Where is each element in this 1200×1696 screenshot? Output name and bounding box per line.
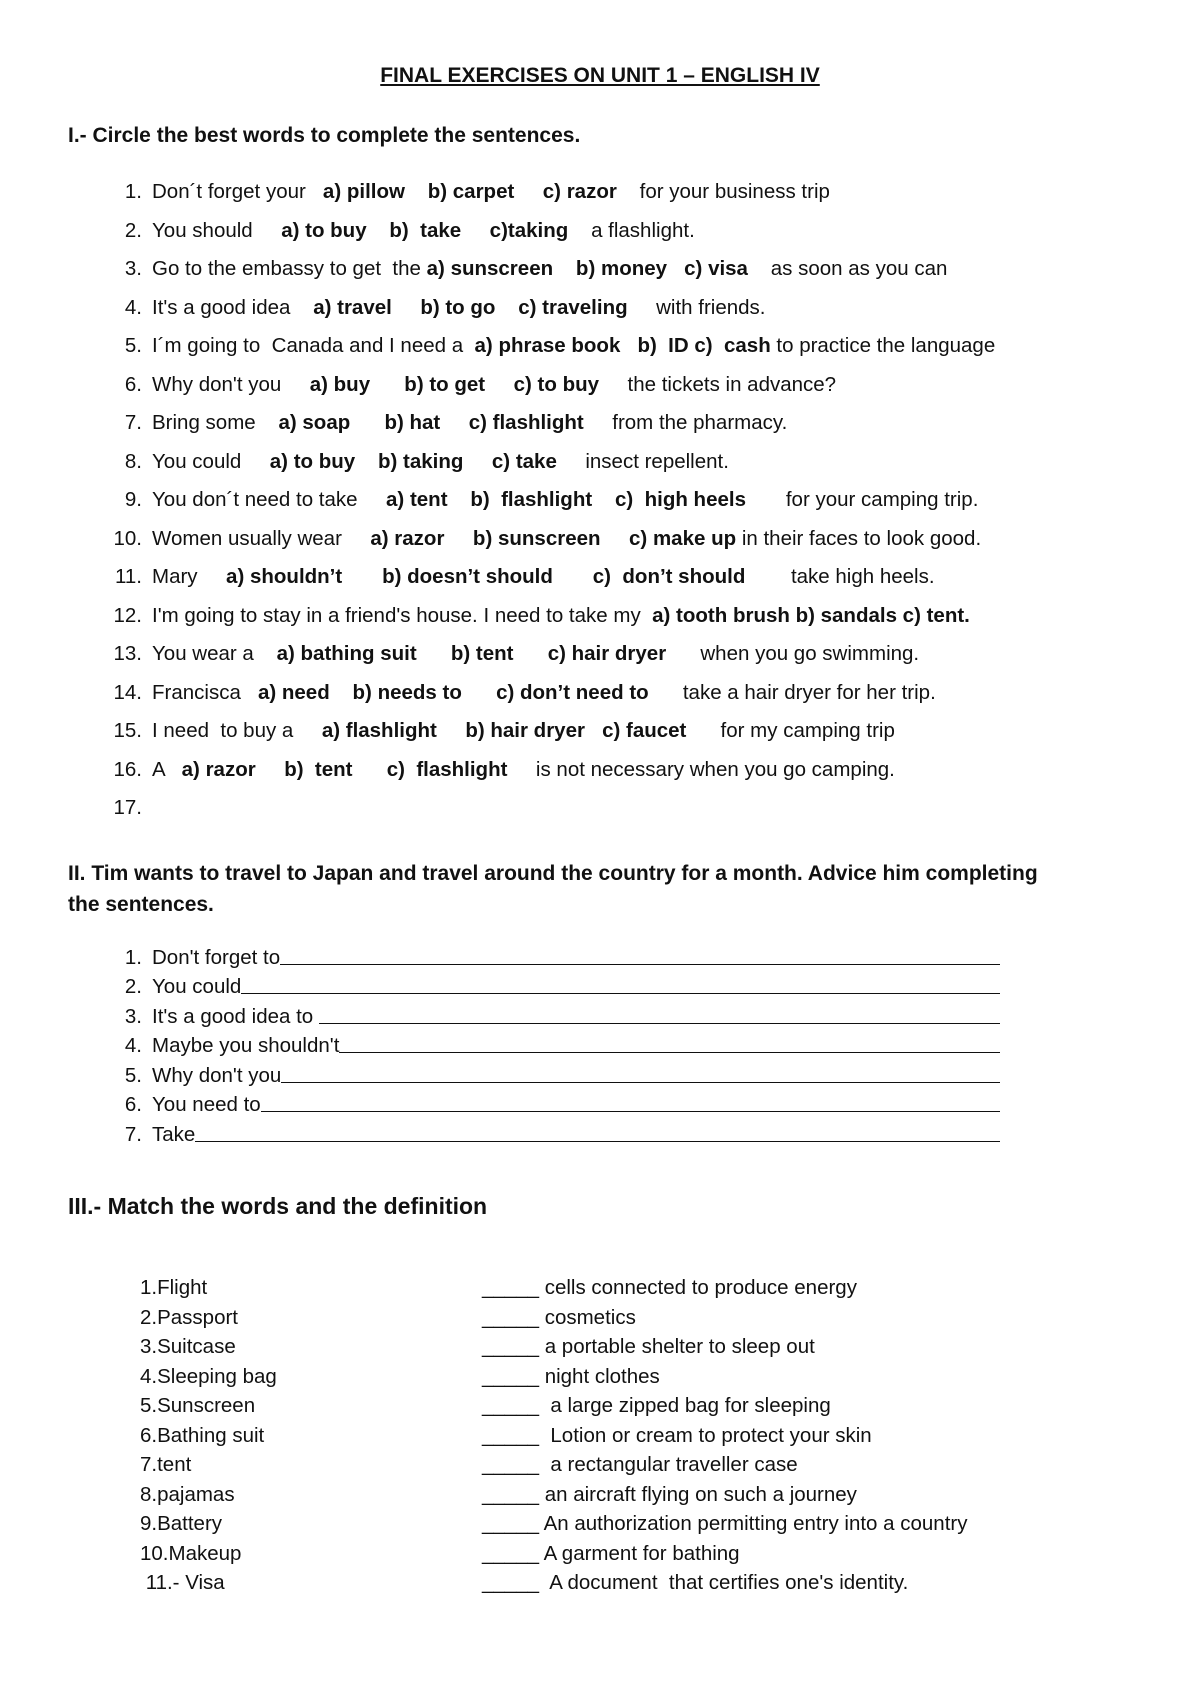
match-row	[140, 1542, 1040, 1572]
question-number: 7.	[124, 411, 142, 434]
question-text	[152, 719, 895, 758]
sentence-fragment: Bring some	[152, 411, 279, 434]
sentence-fragment	[437, 719, 465, 742]
question-text	[152, 334, 995, 373]
answer-option[interactable]: a) phrase book	[474, 334, 621, 357]
answer-option[interactable]: c) razor	[542, 180, 617, 203]
question-text	[152, 296, 765, 335]
match-definition[interactable]: _____ night clothes	[482, 1364, 660, 1388]
answer-option[interactable]: c) take	[491, 449, 557, 473]
match-word: 4.Sleeping bag	[140, 1364, 277, 1388]
question-text	[152, 642, 919, 681]
sentence-fragment	[353, 758, 387, 781]
match-definition[interactable]: _____ An authorization permitting entry into a country	[482, 1512, 968, 1535]
advice-row	[100, 970, 1000, 1000]
sentence-fragment: You could	[152, 449, 270, 473]
advice-number: 2.	[124, 975, 142, 998]
sentence-fragment	[461, 219, 489, 242]
sentence-fragment	[392, 296, 420, 319]
answer-option[interactable]: a) bathing suit	[276, 642, 417, 665]
sentence-fragment	[485, 373, 513, 396]
sentence-fragment: A	[152, 757, 182, 781]
answer-option[interactable]: a) to buy	[281, 218, 367, 242]
answer-option[interactable]: c) visa	[684, 257, 748, 280]
answer-blank-line[interactable]	[241, 993, 1000, 994]
question-row	[100, 373, 1180, 412]
question-row	[100, 257, 1180, 296]
sentence-fragment: I'm going to stay in a friend's house. I need to take my	[152, 603, 653, 627]
advice-row	[100, 999, 1000, 1029]
answer-blank-line[interactable]	[339, 1052, 1000, 1053]
answer-blank-line[interactable]	[195, 1141, 1000, 1142]
sentence-fragment: to practice the language	[770, 334, 996, 357]
advice-number: 6.	[124, 1093, 142, 1116]
match-word: 11.- Visa	[140, 1571, 225, 1594]
advice-row	[100, 1058, 1000, 1088]
sentence-fragment: You wear a	[152, 642, 277, 665]
match-word: 5.Sunscreen	[140, 1394, 256, 1417]
advice-prompt: Don't forget to	[152, 945, 281, 969]
sentence-fragment	[601, 527, 629, 550]
sentence-fragment	[667, 257, 684, 280]
question-row	[100, 180, 1180, 219]
question-number: 1.	[124, 180, 142, 203]
sentence-fragment: for your business trip	[616, 180, 830, 203]
question-text	[152, 488, 978, 527]
answer-blank-line[interactable]	[319, 1023, 1000, 1024]
sentence-fragment	[553, 257, 576, 280]
question-text	[152, 219, 695, 258]
answer-blank-line[interactable]	[281, 1082, 1000, 1083]
question-text	[152, 565, 935, 604]
match-definition[interactable]: _____ Lotion or cream to protect your skin	[482, 1423, 872, 1447]
answer-option[interactable]: b) flashlight	[470, 488, 593, 511]
question-number: 3.	[124, 257, 142, 280]
answer-option[interactable]: b) take	[389, 218, 462, 242]
answer-option[interactable]: b) carpet	[427, 180, 515, 203]
advice-number: 5.	[124, 1063, 142, 1087]
sentence-fragment	[514, 642, 548, 665]
sentence-fragment	[448, 488, 471, 511]
match-row	[140, 1335, 1040, 1365]
match-definition[interactable]: _____ cells connected to produce energy	[482, 1276, 857, 1299]
answer-option[interactable]: a) travel	[313, 295, 392, 319]
sentence-fragment	[462, 681, 496, 704]
question-row	[100, 296, 1180, 335]
sentence-fragment: insect repellent.	[556, 449, 729, 473]
answer-option[interactable]: c) faucet	[602, 719, 687, 742]
sentence-fragment: a flashlight.	[568, 218, 695, 242]
question-text	[152, 180, 830, 219]
sentence-fragment	[330, 681, 353, 704]
advice-prompt: You need to	[152, 1093, 261, 1116]
sentence-fragment	[444, 527, 472, 550]
advice-row	[100, 1117, 1000, 1147]
answer-option[interactable]: a) tent	[386, 488, 448, 511]
question-row	[100, 219, 1180, 258]
match-row	[140, 1453, 1040, 1483]
answer-option[interactable]: c) hair dryer	[547, 642, 667, 665]
answer-option[interactable]: a) tooth brush b) sandals c) tent.	[652, 603, 970, 627]
question-text	[152, 527, 981, 566]
question-number: 4.	[124, 295, 142, 319]
advice-prompt: You could	[152, 975, 242, 998]
question-text	[152, 681, 936, 720]
sentence-fragment: in their faces to look good.	[736, 526, 982, 550]
sentence-fragment: Francisca	[152, 680, 258, 704]
sentence-fragment	[553, 565, 593, 588]
multiple-choice-list	[100, 180, 1180, 835]
answer-option[interactable]: c)taking	[489, 218, 569, 242]
match-row	[140, 1394, 1040, 1424]
sentence-fragment: It's a good idea	[152, 295, 314, 319]
answer-option[interactable]: b) taking	[378, 449, 464, 473]
answer-option[interactable]: a) sunscreen	[426, 257, 554, 280]
question-row	[100, 681, 1180, 720]
answer-blank-line[interactable]	[280, 964, 1000, 965]
match-definition[interactable]: _____ A garment for bathing	[482, 1541, 740, 1565]
question-row	[100, 642, 1180, 681]
advice-number: 7.	[124, 1122, 142, 1146]
question-number: 10.	[113, 526, 142, 550]
question-row	[100, 758, 1180, 797]
advice-prompt: It's a good idea to	[152, 1004, 319, 1028]
answer-option[interactable]: c) flashlight	[468, 411, 584, 434]
advice-prompt: Take	[152, 1122, 196, 1146]
sentence-fragment: take high heels.	[745, 565, 935, 588]
match-word: 1.Flight	[140, 1276, 208, 1299]
question-number: 14.	[113, 680, 142, 704]
question-row	[100, 411, 1180, 450]
advice-row	[100, 1029, 1000, 1059]
sentence-fragment: Why don't you	[152, 372, 310, 396]
answer-option[interactable]: c) make up	[629, 526, 737, 550]
sentence-fragment	[620, 334, 637, 357]
match-row	[140, 1276, 1040, 1306]
match-word: 8.pajamas	[140, 1482, 235, 1506]
question-number: 9.	[124, 488, 142, 511]
answer-option[interactable]: b) tent	[450, 642, 514, 665]
answer-option[interactable]: b) to get	[404, 372, 486, 396]
sentence-fragment	[350, 411, 384, 434]
answer-option[interactable]: a) buy	[309, 372, 371, 396]
sentence-fragment: is not necessary when you go camping.	[507, 757, 895, 781]
advice-list	[100, 940, 1000, 1147]
sentence-fragment	[342, 565, 382, 588]
sentence-fragment	[256, 758, 284, 781]
question-row	[100, 719, 1180, 758]
sentence-fragment	[417, 642, 451, 665]
question-row	[100, 334, 1180, 373]
match-row	[140, 1571, 1040, 1601]
match-word: 9.Battery	[140, 1512, 223, 1535]
answer-option[interactable]: b) hair dryer	[465, 719, 585, 742]
sentence-fragment: the tickets in advance?	[599, 372, 837, 396]
question-row	[100, 488, 1180, 527]
sentence-fragment	[463, 450, 491, 473]
match-definition[interactable]: _____ a rectangular traveller case	[482, 1453, 798, 1476]
advice-row	[100, 940, 1000, 970]
question-text	[152, 450, 729, 489]
question-number: 6.	[124, 372, 142, 396]
sentence-fragment: take a hair dryer for her trip.	[648, 680, 936, 704]
section2-heading: II. Tim wants to travel to Japan and travel around the country for a month. Advice him completing the sentences.	[68, 862, 1038, 916]
sentence-fragment: for my camping trip	[686, 719, 895, 742]
advice-prompt: Maybe you shouldn't	[152, 1034, 340, 1057]
match-word: 7.tent	[140, 1453, 192, 1476]
section1-heading: I.- Circle the best words to complete the sentences.	[68, 124, 581, 147]
sentence-fragment: Don´t forget your	[152, 180, 323, 203]
advice-number: 3.	[124, 1004, 142, 1028]
answer-option[interactable]: a) shouldn’t	[226, 565, 343, 588]
question-text	[152, 373, 836, 412]
match-word: 6.Bathing suit	[140, 1423, 265, 1447]
answer-option[interactable]: b) doesn’t should	[382, 565, 553, 588]
sentence-fragment: as soon as you can	[747, 257, 948, 280]
page-title: FINAL EXERCISES ON UNIT 1 – ENGLISH IV	[380, 64, 820, 87]
sentence-fragment	[355, 450, 378, 473]
sentence-fragment: from the pharmacy.	[583, 411, 788, 434]
answer-option[interactable]: c) flashlight	[386, 757, 508, 781]
sentence-fragment: for your camping trip.	[745, 488, 979, 511]
question-text	[152, 604, 970, 643]
answer-option[interactable]: a) soap	[278, 411, 351, 434]
sentence-fragment	[514, 180, 542, 203]
match-definition[interactable]: _____ an aircraft flying on such a journey	[482, 1482, 857, 1506]
advice-prompt: Why don't you	[152, 1063, 282, 1087]
question-row	[100, 796, 1180, 835]
match-definition[interactable]: _____ a portable shelter to sleep out	[482, 1335, 815, 1358]
question-row	[100, 450, 1180, 489]
section3-heading: III.- Match the words and the definition	[68, 1193, 488, 1219]
answer-option[interactable]: c) high heels	[614, 488, 746, 511]
answer-option[interactable]: b) tent	[284, 757, 353, 781]
question-row	[100, 565, 1180, 604]
question-number: 11.	[115, 565, 142, 588]
answer-option[interactable]: c) don’t should	[592, 565, 746, 588]
answer-option[interactable]: a) razor	[181, 757, 256, 781]
sentence-fragment: Go to the embassy to get the	[152, 257, 427, 280]
sentence-fragment	[440, 411, 468, 434]
answer-option[interactable]: a) razor	[370, 526, 445, 550]
question-row	[100, 527, 1180, 566]
question-text	[152, 411, 787, 450]
match-word: 2.Passport	[140, 1305, 238, 1329]
question-number: 12.	[113, 603, 142, 627]
question-number: 15.	[113, 719, 142, 742]
sentence-fragment	[405, 180, 428, 203]
match-row	[140, 1306, 1040, 1336]
match-row	[140, 1483, 1040, 1513]
matching-list	[140, 1276, 1040, 1601]
sentence-fragment: Mary	[152, 565, 227, 588]
match-word: 3.Suitcase	[140, 1335, 236, 1358]
answer-option[interactable]: a) flashlight	[321, 719, 437, 742]
sentence-fragment: I´m going to Canada and I need a	[152, 334, 475, 357]
answer-option[interactable]: b) to go	[420, 295, 496, 319]
match-row	[140, 1424, 1040, 1454]
question-number: 5.	[124, 334, 142, 357]
sentence-fragment	[585, 719, 602, 742]
sentence-fragment	[370, 373, 404, 396]
match-definition[interactable]: _____ cosmetics	[482, 1305, 636, 1329]
answer-option[interactable]: c) traveling	[518, 295, 628, 319]
answer-option[interactable]: a) pillow	[322, 180, 405, 203]
answer-blank-line[interactable]	[261, 1111, 1000, 1112]
sentence-fragment: Women usually wear	[152, 526, 371, 550]
question-number: 2.	[124, 218, 142, 242]
answer-option[interactable]: a) need	[257, 680, 330, 704]
sentence-fragment: when you go swimming.	[666, 642, 920, 665]
sentence-fragment: I need to buy a	[152, 719, 322, 742]
answer-option[interactable]: b) needs to	[352, 680, 462, 704]
question-text	[152, 758, 895, 797]
question-number: 16.	[113, 757, 142, 781]
answer-option[interactable]: b) ID c) cash	[637, 334, 771, 357]
advice-number: 4.	[124, 1034, 142, 1057]
match-row	[140, 1365, 1040, 1395]
answer-option[interactable]: c) to buy	[513, 372, 600, 396]
answer-option[interactable]: b) money	[575, 257, 668, 280]
question-row	[100, 604, 1180, 643]
match-word: 10.Makeup	[140, 1541, 242, 1565]
question-text	[152, 257, 947, 296]
sentence-fragment	[592, 488, 615, 511]
question-number: 17.	[113, 796, 142, 819]
match-row	[140, 1512, 1040, 1542]
answer-option[interactable]: b) hat	[384, 411, 441, 434]
sentence-fragment: with friends.	[627, 295, 766, 319]
advice-number: 1.	[124, 945, 142, 969]
question-number: 8.	[124, 449, 142, 473]
sentence-fragment: You should	[152, 218, 282, 242]
sentence-fragment	[367, 219, 390, 242]
answer-option[interactable]: a) to buy	[269, 449, 356, 473]
question-number: 13.	[113, 642, 142, 665]
match-definition[interactable]: _____ a large zipped bag for sleeping	[482, 1394, 831, 1417]
advice-row	[100, 1088, 1000, 1118]
answer-option[interactable]: b) sunscreen	[472, 526, 601, 550]
match-definition[interactable]: _____ A document that certifies one's identity.	[482, 1571, 909, 1594]
answer-option[interactable]: c) don’t need to	[496, 680, 649, 704]
sentence-fragment	[495, 296, 518, 319]
sentence-fragment: You don´t need to take	[152, 488, 387, 511]
